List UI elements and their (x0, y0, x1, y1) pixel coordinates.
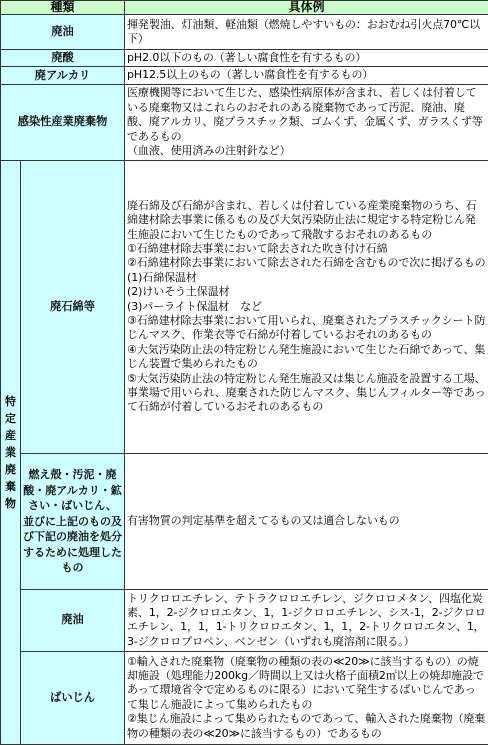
table-row (1, 589, 488, 651)
category-description: ①輸入された廃棄物（廃棄物の種類の表の≪20≫に該当するもの）の焼却施設（処理能力200kg／時間以上又は火格子面積2㎡以上の焼却施設であって環境省令で定めるものに限る）において発生するばいじんであって集じん施設によって集められたもの ②集じん施設によって集められたものであって、輸入された廃棄物（廃棄物の種類の表の≪20≫に該当するもの）であるもの (125, 651, 488, 744)
category-label: 廃アルカリ (1, 67, 125, 84)
vertical-char: 業 (1, 444, 20, 461)
vertical-char: 廃 (1, 461, 20, 478)
category-description: 有害物質の判定基準を超えてるもの又は適合しないもの (125, 453, 488, 589)
category-description: pH2.0以下のもの（著しい腐食性を有するもの） (125, 50, 488, 67)
table-row (1, 67, 488, 84)
category-label: 燃え殻・汚泥・廃酸・廃アルカリ・鉱さい・ばいじん、並びに上記のもの及び下記の廃油を処分するために処理したもの (21, 453, 125, 589)
table-row (1, 50, 488, 67)
special-group-label (1, 160, 21, 744)
special-group-label-text (1, 393, 20, 512)
category-label: 廃油 (1, 15, 125, 50)
category-description: pH12.5以上のもの（著しい腐食性を有するもの） (125, 67, 488, 84)
type-column-header: 種類 (1, 1, 125, 15)
vertical-char: 定 (1, 410, 20, 427)
table-header-row (1, 1, 488, 15)
table-row (1, 84, 488, 160)
category-description: 医療機関等において生じた、感染性病原体が含まれ、若しくは付着している廃棄物又はこれらのおそれのある廃棄物であって汚泥、廃油、廃酸、廃アルカリ、廃プラスチック類、ゴムくず、金属くず、ガラスくず等であるもの （血液、使用済みの注射針など） (125, 84, 488, 160)
table-row (1, 15, 488, 50)
vertical-char: 棄 (1, 478, 20, 495)
category-description: 揮発製油、灯油類、軽油類（燃焼しやすいもの：おおむね引火点70℃以下） (125, 15, 488, 50)
table-row (1, 651, 488, 744)
vertical-char: 物 (1, 495, 20, 512)
example-column-header: 具体例 (125, 1, 488, 15)
category-description: 廃石綿及び石綿が含まれ、若しくは付着している産業廃棄物のうち、石綿建材除去事業に係るもの及び大気汚染防止法に規定する特定粉じん発生施設において生じたものであって飛散するおそれのあるもの ①石綿建材除去事業において除去された吹き付け石綿 ②石綿建材除去事業において除去された石綿を含むもので次に掲げるもの (1)石綿保温材 (2)けいそう土保温材 (3)パーライト保温材 など ③石綿建材除去事業において用いられ、廃棄されたプラスチックシート防じんマスク、作業衣等で石綿が付着しているおそれのあるもの ④大気汚染防止法の特定粉じん発生施設において生じた石綿であって、集じん装置で集められたもの ⑤大気汚染防止法の特定粉じん発生施設又は集じん施設を設置する工場、事業場で用いられ、廃棄された防じんマスク、集じんフィルター等であって石綿が付着しているおそれのあるもの (125, 160, 488, 453)
category-label: 廃酸 (1, 50, 125, 67)
category-label: 廃石綿等 (21, 160, 125, 453)
category-label: ばいじん (21, 651, 125, 744)
category-description: トリクロロエチレン、テトラクロロエチレン、ジクロロメタン、四塩化炭素、1，2-ジクロロエタン、1，1-ジクロロエチレン、シス-1，2-ジクロロエチレン、1，1，1-トリクロロエタン、1，1，2-トリクロロエタン、1，3-ジクロロプロペン、ベンゼン（いずれも廃溶剤に限る。） (125, 589, 488, 651)
table-row (1, 453, 488, 589)
table-row (1, 160, 488, 453)
category-label: 感染性産業廃棄物 (1, 84, 125, 160)
vertical-char: 産 (1, 427, 20, 444)
vertical-char: 特 (1, 393, 20, 410)
category-label: 廃油 (21, 589, 125, 651)
